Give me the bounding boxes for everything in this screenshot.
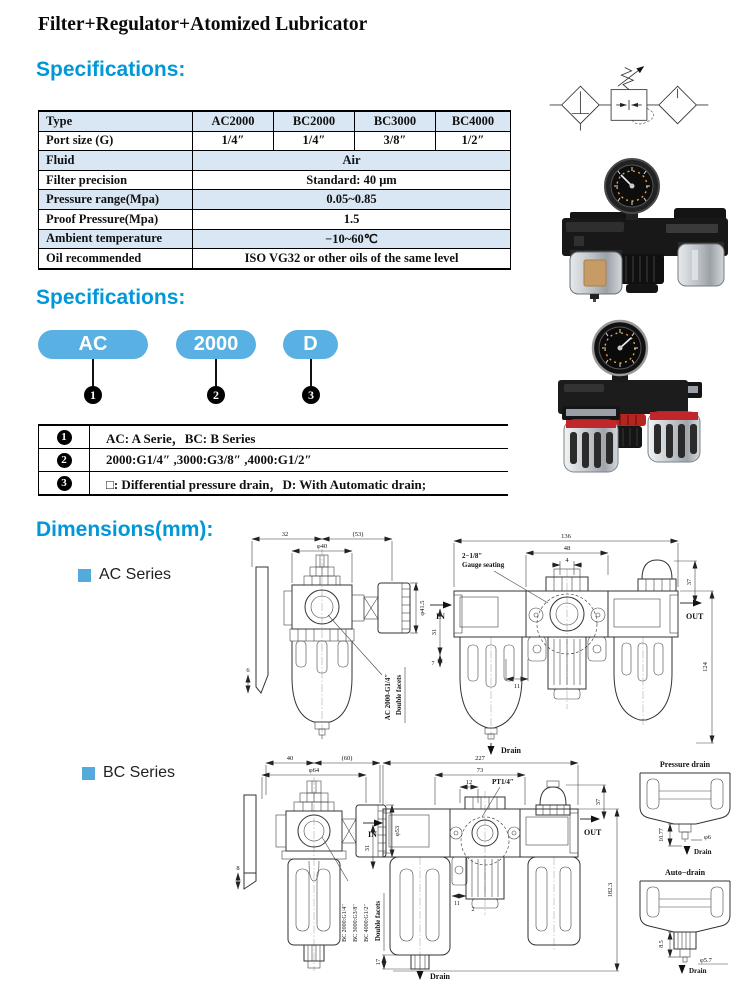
dim-label: 48	[563, 545, 571, 552]
legend-marker	[39, 449, 90, 471]
dim-label: 17	[375, 958, 382, 966]
ac-side-view	[246, 531, 426, 739]
auto-drain-title: Auto−drain	[664, 868, 706, 877]
dim-label: 227	[475, 755, 485, 762]
legend-row	[39, 426, 508, 449]
dim-label: 4	[565, 557, 569, 564]
specifications-heading-1: Specifications:	[36, 58, 186, 81]
dim-label: 73	[476, 767, 484, 774]
cell-value: 0.05~0.85	[326, 192, 377, 207]
ac-dimension-drawing	[240, 527, 730, 755]
gauge-note: 2−1/8″	[462, 552, 483, 560]
cell-value: BC3000	[355, 112, 436, 131]
row-label: Filter precision	[39, 171, 193, 190]
in-label: IN	[436, 612, 445, 621]
dim-label: 8.5	[659, 940, 665, 948]
out-label: OUT	[584, 828, 602, 837]
drain-label: Drain	[430, 972, 450, 981]
row-label: Proof Pressure(Mpa)	[39, 210, 193, 229]
row-label: Port size (G)	[39, 132, 193, 151]
table-row	[39, 151, 510, 171]
order-code-pill-series: AC	[38, 330, 148, 359]
legend-marker	[39, 426, 90, 448]
legend-text: □: Differential pressure drain，D: With Automatic drain;	[106, 476, 427, 492]
row-label: Oil recommended	[39, 249, 193, 268]
numbered-circle-icon: 2	[57, 453, 72, 468]
dim-label: φ5.7	[700, 957, 712, 964]
model-note: BC 4000:G1/2″	[364, 904, 370, 942]
drain-label: Drain	[689, 967, 707, 975]
numbered-circle-icon: 2	[207, 386, 225, 404]
bc-side-view	[236, 755, 401, 971]
product-photo-ac	[546, 152, 744, 302]
dim-label: 31	[431, 628, 438, 636]
bc-dimension-drawing	[230, 753, 750, 981]
model-note: BC 2000:G1/4″	[342, 904, 348, 942]
model-note: BC 3000:G3/8″	[353, 904, 359, 942]
dim-label: (53)	[352, 531, 364, 538]
order-code-pill-size: 2000	[176, 330, 256, 359]
ac-series-label: AC Series	[99, 566, 172, 583]
cell-value: −10~60℃	[325, 231, 378, 246]
dim-label: 124	[702, 662, 709, 672]
table-row	[39, 112, 510, 132]
numbered-circle-icon: 3	[302, 386, 320, 404]
dim-label: 32	[281, 531, 289, 538]
dim-label: 8	[236, 865, 240, 872]
row-label: Pressure range(Mpa)	[39, 190, 193, 209]
dim-label: 136	[561, 533, 571, 540]
dim-label: φ40	[316, 543, 328, 550]
facets-note: Double facets	[374, 900, 382, 942]
dim-label: (60)	[341, 755, 353, 762]
pt-note: PT1/4″	[492, 778, 514, 786]
dim-label: φ53	[394, 825, 401, 837]
row-label: Ambient temperature	[39, 230, 193, 249]
dimensions-heading: Dimensions(mm):	[36, 518, 214, 541]
dim-label: 31	[364, 844, 371, 852]
drain-label: Drain	[694, 848, 712, 856]
dim-label: 37	[595, 798, 602, 806]
cell-value: ISO VG32 or other oils of the same level	[244, 250, 459, 265]
cell-value: AC2000	[193, 112, 274, 131]
bc-drain-details	[640, 760, 730, 975]
row-label: Fluid	[39, 151, 193, 170]
dim-label: 11	[454, 901, 460, 907]
facets-note: Double facets	[395, 674, 403, 716]
dim-label: 37	[686, 578, 693, 586]
row-label: Type	[39, 112, 193, 131]
dim-label: 2	[471, 907, 475, 913]
legend-text: 2000:G1/4″ ,3000:G3/8″ ,4000:G1/2″	[106, 452, 312, 467]
cell-value: 1.5	[343, 211, 360, 226]
connector-line	[92, 359, 94, 386]
in-label: IN	[368, 830, 377, 839]
page-title: Filter+Regulator+Atomized Lubricator	[38, 14, 368, 35]
dim-label: φ64	[308, 767, 320, 774]
bc-series-label-row	[82, 764, 175, 782]
order-code-legend	[38, 424, 508, 496]
numbered-circle-icon: 3	[57, 476, 72, 491]
table-row	[39, 132, 510, 152]
spec-table	[38, 110, 511, 270]
ac-front-view	[430, 533, 714, 755]
table-row	[39, 249, 510, 268]
bc-front-view	[363, 755, 619, 981]
cell-value: BC2000	[274, 112, 355, 131]
table-row	[39, 230, 510, 250]
cell-value: 1/4″	[193, 132, 274, 151]
gauge-note: Gauge seating	[462, 561, 505, 569]
cell-value: Standard: 40 μm	[306, 172, 397, 187]
connector-line	[215, 359, 217, 386]
cell-value: 1/2″	[461, 133, 485, 148]
legend-row	[39, 472, 508, 494]
legend-row	[39, 449, 508, 472]
dim-label: 40	[286, 755, 294, 762]
order-code-pill-drain: D	[283, 330, 338, 359]
pneumatic-circuit-symbol-icon	[548, 64, 710, 134]
legend-text: AC: A Serie，BC: B Series	[106, 430, 256, 446]
numbered-circle-icon: 1	[57, 430, 72, 445]
connector-line	[310, 359, 312, 386]
ac-series-label-row	[78, 566, 171, 584]
dim-label: φ41.5	[419, 600, 426, 616]
product-photo-bc	[528, 318, 718, 478]
table-row	[39, 190, 510, 210]
dim-label: 6	[246, 667, 250, 674]
model-note: AC 2000-G1/4″	[384, 673, 392, 721]
dim-label: 182.3	[607, 882, 614, 898]
series-bullet-icon	[78, 569, 91, 582]
numbered-circle-icon: 1	[84, 386, 102, 404]
dim-label: 7	[431, 661, 435, 667]
out-label: OUT	[686, 612, 704, 621]
cell-value: BC4000	[451, 113, 495, 128]
dim-label: 11	[513, 683, 521, 690]
cell-value: Air	[342, 152, 361, 167]
drain-label: Drain	[501, 746, 521, 755]
table-row	[39, 171, 510, 191]
cell-value: 3/8″	[355, 132, 436, 151]
cell-value: 1/4″	[274, 132, 355, 151]
legend-marker	[39, 472, 90, 494]
dim-label: 12	[465, 779, 473, 786]
table-row	[39, 210, 510, 230]
series-bullet-icon	[82, 767, 95, 780]
pressure-drain-title: Pressure drain	[659, 760, 711, 769]
dim-label: 10.77	[659, 828, 665, 842]
dim-label: φ6	[704, 834, 712, 841]
specifications-heading-2: Specifications:	[36, 286, 186, 309]
bc-series-label: BC Series	[103, 764, 176, 781]
